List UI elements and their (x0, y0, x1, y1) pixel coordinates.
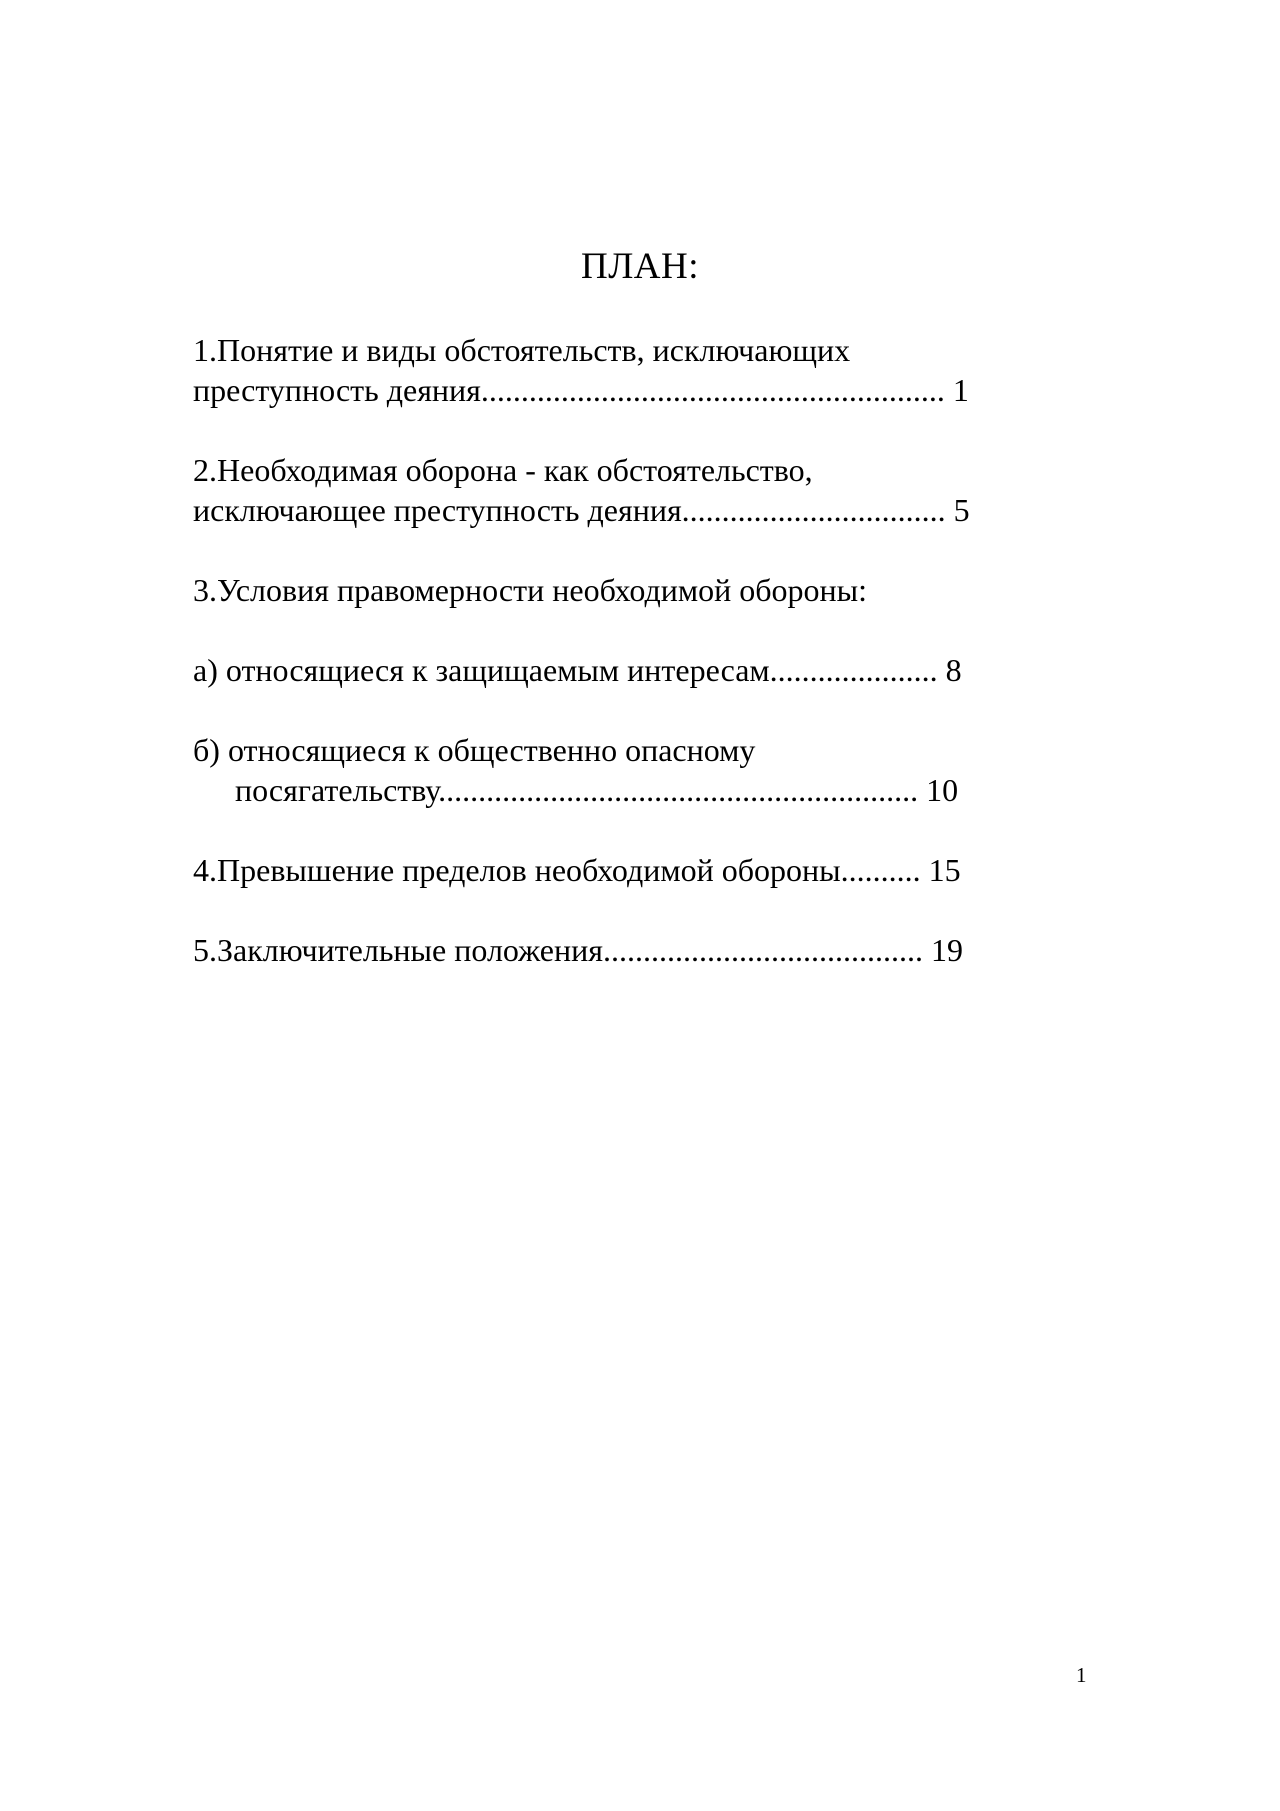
toc-item-3b-line-1: б) относящиеся к общественно опасному (193, 732, 756, 768)
toc-item-1-line-1: 1.Понятие и виды обстоятельств, исключающих (193, 332, 851, 368)
toc-item-1-line-2: преступность деяния.......................................................... 1 (193, 372, 969, 408)
toc-item-3-heading: 3.Условия правомерности необходимой обороны: (193, 572, 868, 608)
toc-item-5: 5.Заключительные положения........................................ 19 (193, 932, 963, 968)
toc-item-2-line-1: 2.Необходимая оборона - как обстоятельство, (193, 452, 813, 488)
toc-item-2-line-2: исключающее преступность деяния................................. 5 (193, 492, 970, 528)
toc-item-3b-line-2: посягательству............................................................ 10 (235, 772, 959, 808)
toc-item-4: 4.Превышение пределов необходимой обороны.......... 15 (193, 852, 961, 888)
plan-title: ПЛАН: (580, 246, 700, 287)
page-number: 1 (1076, 1663, 1087, 1687)
toc-item-3a: а) относящиеся к защищаемым интересам..................... 8 (193, 652, 962, 688)
